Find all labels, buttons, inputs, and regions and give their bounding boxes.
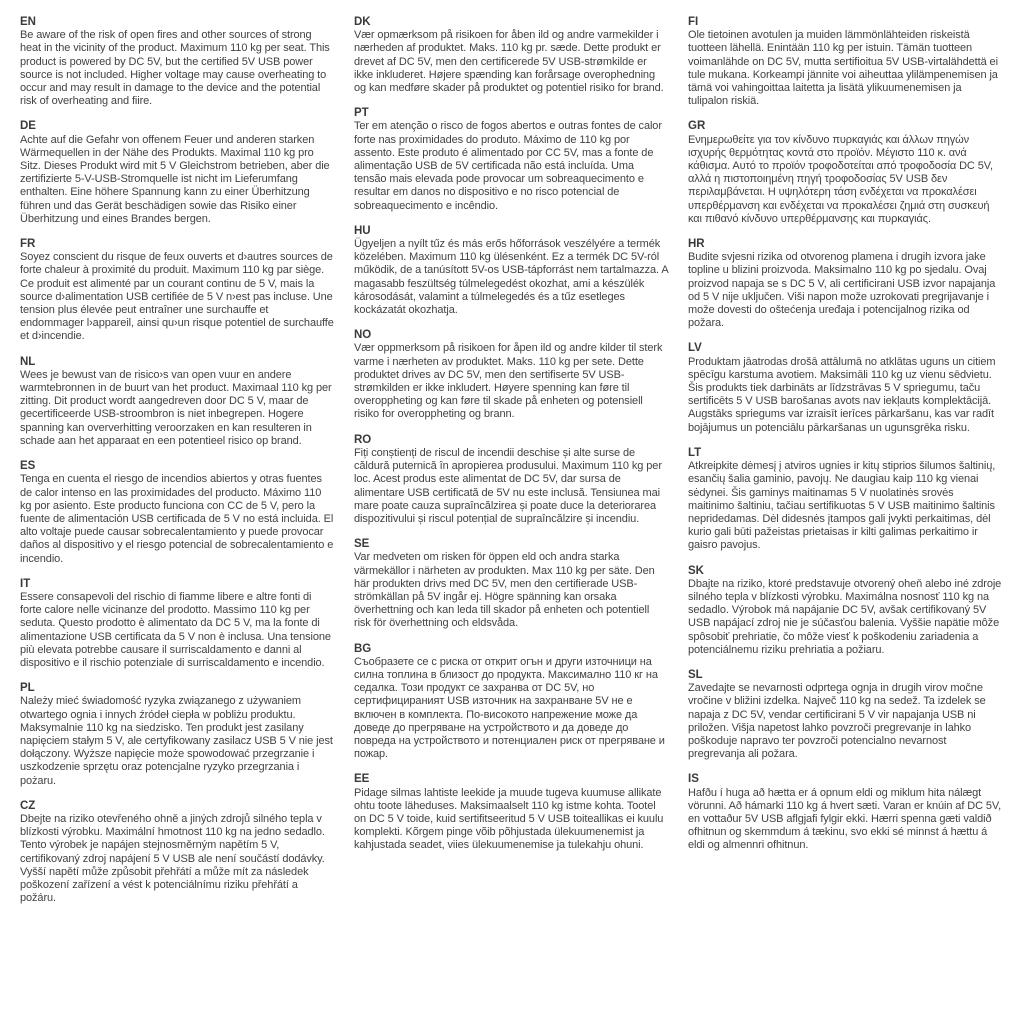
section-gr [688,120,1002,226]
language-code-is: IS [688,773,699,786]
section-nl [20,356,334,448]
section-fr [20,238,334,344]
language-code-ee: EE [354,773,370,786]
section-de [20,120,334,226]
language-code-bg: BG [354,642,372,655]
section-sl [688,669,1002,761]
section-sk [688,565,1002,657]
column-1 [20,16,334,1024]
warning-text-gr: Ενημερωθείτε για τον κίνδυνο πυρκαγιάς και άλλων πηγών ισχυρής θερμότητας κοντά στο προϊόν. Μέγιστο 110 κ. ανά κάθισμα. Αυτό το προϊόν τροφοδοτείται από τροφοδοσία DC 5V, αλλά η πιστοποιημένη πηγή τροφοδοσίας 5V USB δεν περιλαμβάνεται. Η υψηλότερη τάση ενδέχεται να προκαλέσει υπερθέρμανση και ενδέχεται να προκαλέσει ζημιά στη συσκευή και πιθανό κίνδυνο υπερθέρμανσης και πυρκαγιάς. [688,133,993,225]
language-code-en: EN [20,16,36,28]
warning-text-ee: Pidage silmas lahtiste leekide ja muude tugeva kuumuse allikate ohtu toote läheduses. Maksimaalselt 110 kg istme kohta. Tootel on DC 5 V toide, kuid sertifitseeritud 5 V USB toiteallikas ei kuulu komplekti. Kõrgem pinge võib põhjustada ülekuumenemist ja kahjustada seadet, viies ülekuumenemise ja tulekahju ohuni. [354,786,664,852]
language-code-hr: HR [688,238,705,251]
language-code-pt: PT [354,107,369,120]
section-lv [688,342,1002,434]
warning-text-sk: Dbajte na riziko, ktoré predstavuje otvorený oheň alebo iné zdroje silného tepla v blízkosti výrobku. Maximálna nosnosť 110 kg na sedadlo. Výrobok má napájanie DC 5V, avšak certifikovaný 5V USB napájací zdroj nie je súčasťou balenia. Vyššie napätie môže spôsobiť prehriatie, čo môže viesť k poškodeniu zariadenia a potenciálnemu riziku prehriatia a požiaru. [688,577,1002,656]
section-fi [688,16,1002,108]
language-code-nl: NL [20,355,36,368]
warning-text-cz: Dbejte na riziko otevřeného ohně a jiných zdrojů silného tepla v blízkosti výrobku. Maximální hmotnost 110 kg na jedno sedadlo. Tento výrobek je napájen stejnosměrným napětím 5 V, certifikovaný zdroj napájení 5 V USB ale není součástí dodávky. Vyšší napětí může způsobit přehřátí a může mít za následek poškození zařízení a vést k potenciálnímu riziku přehřátí a požáru. [20,812,325,905]
section-no [354,329,668,421]
language-code-dk: DK [354,16,371,28]
warning-text-dk: Vær opmærksom på risikoen for åben ild og andre varmekilder i nærheden af produktet. Maks. 110 kg pr. sæde. Dette produkt er drevet af DC 5V, men den certificerede 5V USB-strømkilde er ikke inkluderet. Højere spænding kan forårsage overophedning og kan medføre skader på produktet og potentiel risiko for brand. [354,29,664,95]
section-es [20,460,334,566]
section-hr [688,238,1002,330]
section-se [354,538,668,630]
language-code-pl: PL [20,682,35,695]
language-code-es: ES [20,460,36,473]
language-code-it: IT [20,577,31,590]
warning-text-lt: Atkreipkite dėmesį į atviros ugnies ir kitų stiprios šilumos šaltinių, esančių šalia gaminio, pavojų. Ne daugiau kaip 110 kg vienai sėdynei. Šis gaminys maitinamas 5 V nuolatinės srovės maitinimo šaltiniu, tačiau sertifikuotas 5 V USB maitinimo šaltinis nepridedamas. Dėl didesnės įtampos gali įvykti perkaitimas, dėl kurio gali būti pažeistas prietaisas ir kilti galimas perkaitimo ir gaisro pavojus. [688,460,996,552]
language-code-ro: RO [354,433,372,446]
language-code-lt: LT [688,446,702,459]
column-3 [688,16,1002,1024]
language-code-fr: FR [20,238,36,251]
warning-text-hu: Ügyeljen a nyílt tűz és más erős hőforrások veszélyére a termék közelében. Maximum 110 kg ülésenként. Ez a termék DC 5V-ról működik, de a tanúsított 5V-os USB-tápforrást nem tartalmazza. A magasabb feszültség túlmelegedést okozhat, ami a készülék károsodását, valamint a túlmelegedés és a tűz esetleges kockázatát okozhatja. [354,238,668,317]
language-code-se: SE [354,538,370,551]
section-ee [354,773,668,852]
language-code-de: DE [20,120,36,133]
warning-text-fi: Ole tietoinen avotulen ja muiden lämmönlähteiden riskeistä tuotteen lähellä. Enintään 110 kg per istuin. Tämän tuotteen voimanlähde on DC 5V, mutta sertifioitua 5V USB-virtalähdettä ei tule mukana. Korkeampi jännite voi aiheuttaa ylilämpenemisen ja tämä voi vahingoittaa laitetta ja lisätä ylikuumenemisen ja tulipalon riskiä. [688,29,998,108]
section-lt [688,447,1002,553]
warning-text-ro: Fiți conștienți de riscul de incendii deschise și alte surse de căldură puternică în apropierea produsului. Maximum 110 kg per loc. Acest produs este alimentat de DC 5V, dar sursa de alimentare USB certificată de 5V nu este inclusă. Tensiunea mai mare poate cauza supraîncălzirea și poate duce la deteriorarea dispozitivului și riscul potențial de supraîncălzire și incendiu. [354,446,662,525]
section-pt [354,107,668,213]
section-bg [354,643,668,762]
warning-text-nl: Wees je bewust van de risico›s van open vuur en andere warmtebronnen in de buurt van het product. Maximaal 110 kg per zitting. Dit product wordt aangedreven door DC 5 V, maar de gecertificeerde USB-stroombron is niet inbegrepen. Hogere spanning kan oververhitting veroorzaken en kan resulteren in schade aan het apparaat en een potentieel risico op brand. [20,368,332,447]
warning-text-sl: Zavedajte se nevarnosti odprtega ognja in drugih virov močne vročine v bližini izdelka. Največ 110 kg na sedež. Ta izdelek se napaja z DC 5V, vendar certificirani 5 V vir napajanja USB ni priložen. Višja napetost lahko povzroči pregrevanje in lahko poškoduje napravo ter povzroči potencialno nevarnost pregrevanja ali požara. [688,682,986,761]
section-en [20,16,334,108]
warning-text-pt: Ter em atenção o risco de fogos abertos e outras fontes de calor forte nas proximidades do produto. Máximo de 110 kg por assento. Este produto é alimentado por CC 5V, mas a fonte de alimentação USB de 5V certificada não está incluída. Uma tensão mais elevada pode provocar um sobreaquecimento e resultar em danos no dispositivo e no risco potencial de sobreaquecimento e incêndio. [354,120,662,212]
warning-text-fr: Soyez conscient du risque de feux ouverts et d›autres sources de forte chaleur à proximité du produit. Maximum 110 kg par siège. Ce produit est alimenté par un courant continu de 5 V, mais la source d›alimentation USB certifiée de 5 V n›est pas incluse. Une tension plus élevée peut entraîner une surchauffe et endommager l›appareil, ainsi qu›un risque potentiel de surchauffe et d›incendie. [20,251,334,343]
section-it [20,578,334,670]
language-code-no: NO [354,329,372,342]
warning-text-es: Tenga en cuenta el riesgo de incendios abiertos y otras fuentes de calor intenso en las proximidades del producto. Máximo 110 kg por asiento. Este producto funciona con CC de 5 V, pero la fuente de alimentación USB certificada de 5 V no está incluida. El alto voltaje puede causar sobrecalentamiento y puede provocar daños al dispositivo y el riesgo potencial de sobrecalentamiento e incendio. [20,473,334,565]
language-code-sk: SK [688,564,704,577]
warning-text-lv: Produktam jāatrodas drošā attālumā no atklātas uguns un citiem spēcīgu karstuma avotiem. Maksimāli 110 kg uz vienu sēdvietu. Šis produkts tiek darbināts ar līdzstrāvas 5 V spriegumu, taču sertificēts 5 V USB barošanas avots nav iekļauts komplektācijā. Augstāks spriegums var izraisīt ierīces pārkaršanu, kas var radīt bojājumus un potenciālu pārkaršanas un ugunsgrēka risku. [688,355,996,434]
warning-text-is: Hafðu í huga að hætta er á opnum eldi og miklum hita nálægt vörunni. Að hámarki 110 kg á hvert sæti. Varan er knúin af DC 5V, en vottaður 5V USB aflgjafi fylgir ekki. Hærri spenna gæti valdið ofhitnun og skemmdum á tækinu, svo ekki sé minnst á hættu á eldi og almennri ofhitnun. [688,786,1002,852]
warning-text-bg: Съобразете се с риска от открит огън и други източници на силна топлина в близост до продукта. Максимално 110 кг на седалка. Този продукт се захранва от DC 5V, но сертифицираният USB източник на захранване 5V не е включен в комплекта. По-високото напрежение може да доведе до прегряване на устройството и да доведе до повреда на устройството и потенциален риск от прегряване и пожар. [354,655,665,761]
section-hu [354,225,668,317]
section-ro [354,434,668,526]
section-pl [20,682,334,788]
section-dk [354,16,668,95]
warning-text-pl: Należy mieć świadomość ryzyka związanego z używaniem otwartego ognia i innych źródeł ciepła w pobliżu produktu. Maksymalnie 110 kg na siedzisko. Ten produkt jest zasilany napięciem stałym 5 V, ale certyfikowany zasilacz USB 5 V nie jest dołączony. Wyższe napięcie może spowodować przegrzanie i uszkodzenie sprzętu oraz potencjalne ryzyko przegrzania i pożaru. [20,695,333,787]
warning-text-it: Essere consapevoli del rischio di fiamme libere e altre fonti di forte calore nelle vicinanze del prodotto. Massimo 110 kg per seduta. Questo prodotto è alimentato da DC 5 V, ma la fonte di alimentazione USB certificata da 5 V non è inclusa. Una tensione più elevata potrebbe causare il surriscaldamento e danni al dispositivo e il rischio potenziale di surriscaldamento e incendio. [20,590,331,669]
warning-text-se: Var medveten om risken för öppen eld och andra starka värmekällor i närheten av produkten. Max 110 kg per säte. Den här produkten drivs med DC 5V, men den certifierade USB-strömkällan på 5V ingår ej. Högre spänning kan orsaka överhettning och kan leda till skador på enheten och potentiell risk för överhettning och eldsvåda. [354,551,655,630]
warning-text-en: Be aware of the risk of open fires and other sources of strong heat in the vicinity of the product. Maximum 110 kg per seat. This product is powered by DC 5V, but the certified 5V USB power source is not included. Higher voltage may cause overheating to occur and may result in damage to the device and the potential risk of overheating and fiire. [20,29,330,108]
language-code-cz: CZ [20,799,36,812]
section-cz [20,800,334,906]
warning-text-de: Achte auf die Gefahr von offenem Feuer und anderen starken Wärmequellen in der Nähe des Produkts. Maximal 110 kg pro Sitz. Dieses Produkt wird mit 5 V Gleichstrom betrieben, aber die zertifizierte 5-V-USB-Stromquelle ist nicht im Lieferumfang enthalten. Eine höhere Spannung kann zu einer Überhitzung führen und das Gerät beschädigen sowie das Risiko einer Überhitzung und eines Brandes bergen. [20,133,330,225]
language-code-lv: LV [688,342,702,355]
column-2 [354,16,668,1024]
warning-text-no: Vær oppmerksom på risikoen for åpen ild og andre kilder til sterk varme i nærheten av produktet. Maks. 110 kg per sete. Dette produktet drives av DC 5V, men den sertifiserte 5V USB-strømkilden er ikke inkludert. Høyere spenning kan føre til overoppheting og kan føre til skade på enheten og potensiell risiko for overoppheting og brann. [354,342,663,421]
language-code-sl: SL [688,668,703,681]
language-code-hu: HU [354,224,371,237]
section-is [688,773,1002,852]
language-code-gr: GR [688,120,706,133]
warning-text-hr: Budite svjesni rizika od otvorenog plamena i drugih izvora jake topline u blizini proizvoda. Maksimalno 110 kg po sjedalu. Ovaj proizvod napaja se s DC 5 V, ali certificirani USB izvor napajanja od 5 V nije uključen. Viši napon može uzrokovati pregrijavanje i može dovesti do oštećenja uređaja i potencijalnog rizika od požara. [688,251,996,330]
language-code-fi: FI [688,16,699,28]
